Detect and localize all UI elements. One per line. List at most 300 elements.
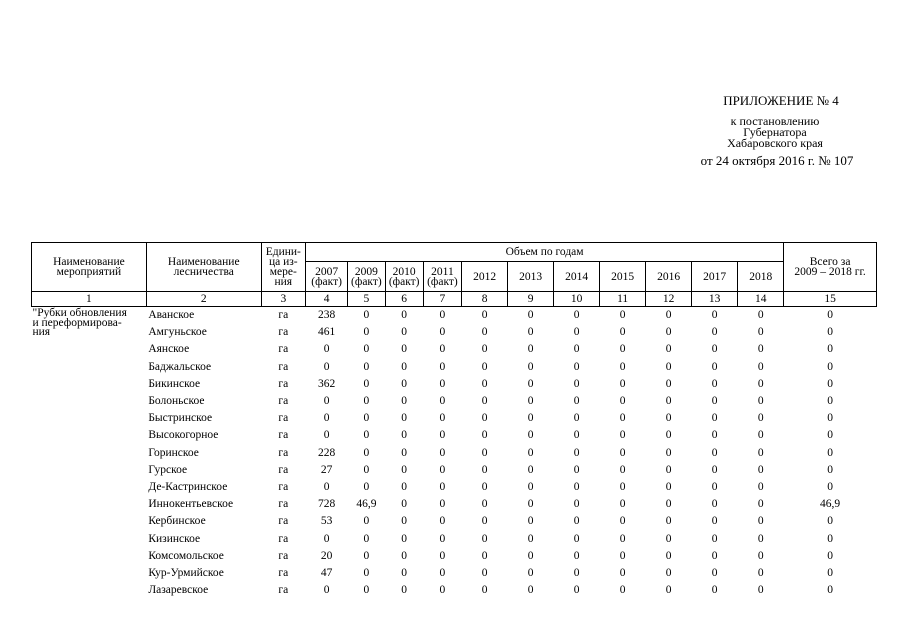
unit-cell: га — [278, 326, 289, 339]
forestry-name-cell: Иннокентьевское — [148, 498, 234, 511]
total-cell: 0 — [827, 584, 833, 597]
year-value-cell: 0 — [573, 343, 580, 356]
year-value-cell: 0 — [757, 326, 764, 339]
year-value-cell: 0 — [363, 429, 370, 442]
year-value-cell: 0 — [439, 429, 446, 442]
measure-name-line: ния — [32, 326, 51, 338]
year-value-cell: 0 — [439, 498, 446, 511]
year-value-cell: 0 — [481, 566, 488, 579]
measure-name-line: "Рубки обновления — [32, 307, 127, 319]
table-row — [32, 410, 877, 427]
forestry-name-cell: Кур-Урмийское — [148, 566, 224, 579]
year-value-cell: 0 — [757, 343, 764, 356]
header-year-line: 2011 — [431, 265, 454, 278]
total-cell: 0 — [827, 463, 833, 476]
header-measure-line: Наименование — [53, 256, 125, 268]
unit-cell: га — [278, 309, 289, 322]
total-cell: 0 — [827, 377, 833, 390]
forestry-name-cell: Аванское — [148, 309, 195, 322]
table-row — [32, 565, 877, 582]
table-row — [32, 513, 877, 530]
column-number: 2 — [146, 292, 261, 307]
header-year-line: 2009 — [354, 265, 378, 278]
unit-cell: га — [278, 343, 289, 356]
year-value-cell: 0 — [439, 446, 446, 459]
year-value-cell: 0 — [665, 309, 672, 322]
column-number: 13 — [692, 292, 738, 307]
year-value-cell: 362 — [317, 377, 336, 390]
year-value-cell: 0 — [527, 429, 534, 442]
column-number: 10 — [554, 292, 600, 307]
header-year-line: (факт) — [351, 275, 382, 288]
year-value-cell: 0 — [363, 584, 370, 597]
year-value-cell: 0 — [573, 446, 580, 459]
year-value-cell: 0 — [363, 480, 370, 493]
year-value-cell: 0 — [757, 429, 764, 442]
unit-cell: га — [278, 395, 289, 408]
year-value-cell: 0 — [481, 395, 488, 408]
year-value-cell: 0 — [401, 532, 408, 545]
total-cell: 0 — [827, 429, 833, 442]
year-value-cell: 0 — [401, 498, 408, 511]
forestry-name-cell: Комсомольское — [148, 549, 224, 562]
year-value-cell: 228 — [317, 446, 336, 459]
header-volume-group: Объем по годам — [305, 243, 783, 262]
forestry-name-cell: Гурское — [148, 463, 188, 476]
forestry-name-cell: Кизинское — [148, 532, 201, 545]
total-cell: 0 — [827, 549, 833, 562]
year-value-cell: 0 — [757, 498, 764, 511]
year-value-cell: 0 — [665, 498, 672, 511]
year-value-cell: 0 — [527, 412, 534, 425]
header-year-line: 2014 — [565, 270, 589, 283]
appendix-title: ПРИЛОЖЕНИЕ № 4 — [723, 93, 839, 108]
year-value-cell: 0 — [757, 446, 764, 459]
year-value-cell: 0 — [481, 498, 488, 511]
year-value-cell: 0 — [481, 463, 488, 476]
year-value-cell: 27 — [320, 463, 333, 476]
year-value-cell: 0 — [711, 377, 718, 390]
column-number: 4 — [305, 292, 347, 307]
year-value-cell: 0 — [527, 498, 534, 511]
year-value-cell: 0 — [527, 566, 534, 579]
unit-cell: га — [278, 446, 289, 459]
year-value-cell: 0 — [527, 515, 534, 528]
year-value-cell: 0 — [757, 412, 764, 425]
year-value-cell: 0 — [481, 429, 488, 442]
table-row — [32, 341, 877, 358]
year-value-cell: 0 — [711, 429, 718, 442]
year-value-cell: 0 — [573, 463, 580, 476]
year-value-cell: 0 — [439, 377, 446, 390]
forestry-name-cell: Болоньское — [148, 395, 205, 408]
table-row — [32, 445, 877, 462]
total-cell: 0 — [827, 515, 833, 528]
header-year-line: 2017 — [703, 270, 727, 283]
column-number: 7 — [423, 292, 461, 307]
year-value-cell: 0 — [527, 463, 534, 476]
year-value-cell: 0 — [401, 480, 408, 493]
year-value-cell: 0 — [619, 584, 626, 597]
year-value-cell: 0 — [757, 480, 764, 493]
forestry-name-cell: Горинское — [148, 446, 199, 459]
year-value-cell: 0 — [619, 343, 626, 356]
total-cell: 0 — [827, 343, 833, 356]
header-year-line: 2013 — [519, 270, 543, 283]
year-value-cell: 0 — [527, 360, 534, 373]
year-value-cell: 0 — [323, 584, 330, 597]
year-value-cell: 0 — [401, 446, 408, 459]
year-value-cell: 0 — [757, 309, 764, 322]
unit-cell: га — [278, 429, 289, 442]
year-value-cell: 0 — [619, 326, 626, 339]
column-number: 1 — [32, 292, 147, 307]
year-value-cell: 0 — [439, 515, 446, 528]
forestry-name-cell: Кербинское — [148, 515, 206, 528]
year-value-cell: 0 — [619, 498, 626, 511]
table-row — [32, 530, 877, 547]
year-value-cell: 728 — [317, 498, 336, 511]
table-row — [32, 496, 877, 513]
year-value-cell: 0 — [573, 377, 580, 390]
year-value-cell: 0 — [323, 429, 330, 442]
year-value-cell: 0 — [323, 395, 330, 408]
forestry-name-cell: Лазаревское — [148, 584, 209, 597]
unit-cell: га — [278, 498, 289, 511]
year-value-cell: 0 — [711, 532, 718, 545]
year-value-cell: 0 — [573, 429, 580, 442]
year-value-cell: 0 — [439, 395, 446, 408]
year-value-cell: 0 — [439, 584, 446, 597]
year-value-cell: 0 — [573, 326, 580, 339]
total-cell: 0 — [827, 395, 833, 408]
header-forestry-line: лесничества — [173, 266, 234, 278]
table-row — [32, 324, 877, 341]
appendix-header — [650, 93, 900, 168]
column-number: 6 — [385, 292, 423, 307]
year-value-cell: 0 — [665, 446, 672, 459]
year-value-cell: 0 — [757, 377, 764, 390]
forestry-volume-table — [31, 242, 877, 599]
header-year-line: 2010 — [392, 265, 416, 278]
unit-cell: га — [278, 549, 289, 562]
year-value-cell: 0 — [711, 584, 718, 597]
header-year — [423, 262, 461, 292]
year-value-cell: 0 — [757, 549, 764, 562]
measure-name-cell — [32, 307, 147, 600]
header-year-line: (факт) — [311, 275, 342, 288]
year-value-cell: 0 — [363, 412, 370, 425]
header-unit-line: ния — [274, 276, 293, 288]
year-value-cell: 0 — [401, 584, 408, 597]
year-value-cell: 0 — [401, 412, 408, 425]
year-value-cell: 0 — [401, 515, 408, 528]
year-value-cell: 0 — [527, 549, 534, 562]
year-value-cell: 0 — [527, 395, 534, 408]
year-value-cell: 0 — [363, 343, 370, 356]
year-value-cell: 0 — [401, 549, 408, 562]
year-value-cell: 0 — [757, 584, 764, 597]
year-value-cell: 0 — [439, 532, 446, 545]
year-value-cell: 0 — [665, 549, 672, 562]
year-value-cell: 0 — [619, 377, 626, 390]
header-year — [385, 262, 423, 292]
year-value-cell: 0 — [363, 566, 370, 579]
year-value-cell: 0 — [619, 566, 626, 579]
year-value-cell: 20 — [320, 549, 333, 562]
year-value-cell: 0 — [527, 326, 534, 339]
year-value-cell: 0 — [619, 446, 626, 459]
year-value-cell: 0 — [619, 549, 626, 562]
year-value-cell: 0 — [665, 360, 672, 373]
year-value-cell: 0 — [439, 463, 446, 476]
year-value-cell: 0 — [323, 343, 330, 356]
year-value-cell: 0 — [481, 412, 488, 425]
column-number: 5 — [348, 292, 385, 307]
year-value-cell: 0 — [711, 566, 718, 579]
year-value-cell: 0 — [757, 360, 764, 373]
year-value-cell: 0 — [439, 549, 446, 562]
year-value-cell: 0 — [401, 377, 408, 390]
year-value-cell: 0 — [401, 309, 408, 322]
year-value-cell: 0 — [573, 395, 580, 408]
header-unit — [261, 243, 305, 292]
total-cell: 0 — [827, 480, 833, 493]
header-year — [348, 262, 385, 292]
total-cell: 46,9 — [820, 498, 841, 511]
year-value-cell: 0 — [323, 412, 330, 425]
header-forestry — [146, 243, 261, 292]
table-row — [32, 479, 877, 496]
year-value-cell: 0 — [665, 377, 672, 390]
year-value-cell: 0 — [573, 360, 580, 373]
year-value-cell: 0 — [573, 309, 580, 322]
year-value-cell: 0 — [401, 463, 408, 476]
unit-cell: га — [278, 412, 289, 425]
header-year-line: 2018 — [749, 270, 773, 283]
total-cell: 0 — [827, 412, 833, 425]
year-value-cell: 0 — [363, 446, 370, 459]
header-unit-line: мере- — [269, 266, 297, 278]
unit-cell: га — [278, 584, 289, 597]
year-value-cell: 0 — [711, 498, 718, 511]
header-unit-line: ца из- — [268, 256, 298, 268]
year-value-cell: 0 — [711, 326, 718, 339]
year-value-cell: 0 — [439, 326, 446, 339]
year-value-cell: 0 — [363, 360, 370, 373]
year-value-cell: 0 — [481, 515, 488, 528]
year-value-cell: 0 — [363, 532, 370, 545]
unit-cell: га — [278, 532, 289, 545]
column-number: 15 — [784, 292, 877, 307]
year-value-cell: 0 — [401, 566, 408, 579]
year-value-cell: 0 — [573, 566, 580, 579]
unit-cell: га — [278, 480, 289, 493]
year-value-cell: 0 — [363, 377, 370, 390]
table-row — [32, 548, 877, 565]
year-value-cell: 0 — [439, 412, 446, 425]
appendix-line-3: Хабаровского края — [727, 136, 823, 150]
year-value-cell: 0 — [527, 377, 534, 390]
year-value-cell: 0 — [619, 412, 626, 425]
year-value-cell: 0 — [481, 360, 488, 373]
header-total — [784, 243, 877, 292]
year-value-cell: 0 — [527, 446, 534, 459]
year-value-cell: 0 — [619, 309, 626, 322]
forestry-name-cell: Высокогорное — [148, 429, 219, 442]
header-year-line: (факт) — [388, 275, 420, 288]
appendix-date: от 24 октября 2016 г. № 107 — [700, 153, 854, 168]
header-forestry-line: Наименование — [167, 256, 240, 268]
year-value-cell: 0 — [665, 412, 672, 425]
year-value-cell: 0 — [711, 412, 718, 425]
header-year — [738, 262, 784, 292]
year-value-cell: 0 — [711, 309, 718, 322]
year-value-cell: 0 — [363, 515, 370, 528]
header-total-line: 2009 – 2018 гг. — [794, 266, 866, 278]
year-value-cell: 0 — [323, 480, 330, 493]
year-value-cell: 53 — [320, 515, 333, 528]
year-value-cell: 0 — [527, 480, 534, 493]
year-value-cell: 0 — [665, 480, 672, 493]
year-value-cell: 0 — [363, 549, 370, 562]
year-value-cell: 0 — [439, 360, 446, 373]
year-value-cell: 0 — [439, 309, 446, 322]
total-cell: 0 — [827, 532, 833, 545]
column-number: 11 — [600, 292, 646, 307]
table-row — [32, 307, 877, 325]
header-year — [462, 262, 508, 292]
header-year — [646, 262, 692, 292]
year-value-cell: 0 — [757, 532, 764, 545]
header-year — [692, 262, 738, 292]
year-value-cell: 0 — [619, 360, 626, 373]
year-value-cell: 0 — [363, 463, 370, 476]
year-value-cell: 0 — [481, 377, 488, 390]
year-value-cell: 0 — [619, 463, 626, 476]
year-value-cell: 0 — [401, 326, 408, 339]
year-value-cell: 461 — [317, 326, 336, 339]
year-value-cell: 0 — [573, 412, 580, 425]
year-value-cell: 0 — [527, 584, 534, 597]
year-value-cell: 0 — [573, 584, 580, 597]
forestry-name-cell: Быстринское — [148, 412, 213, 425]
year-value-cell: 0 — [573, 532, 580, 545]
year-value-cell: 0 — [573, 480, 580, 493]
year-value-cell: 0 — [665, 515, 672, 528]
total-cell: 0 — [827, 309, 833, 322]
year-value-cell: 0 — [527, 343, 534, 356]
unit-cell: га — [278, 566, 289, 579]
year-value-cell: 0 — [401, 343, 408, 356]
year-value-cell: 0 — [711, 395, 718, 408]
appendix-line-1: к постановлению — [730, 114, 820, 128]
header-year — [600, 262, 646, 292]
year-value-cell: 0 — [323, 532, 330, 545]
header-year-line: 2012 — [473, 270, 497, 283]
column-number: 3 — [261, 292, 305, 307]
year-value-cell: 0 — [711, 446, 718, 459]
table-row — [32, 462, 877, 479]
table-row — [32, 376, 877, 393]
year-value-cell: 0 — [711, 343, 718, 356]
year-value-cell: 0 — [481, 309, 488, 322]
year-value-cell: 0 — [363, 326, 370, 339]
year-value-cell: 0 — [757, 515, 764, 528]
year-value-cell: 46,9 — [356, 498, 377, 511]
year-value-cell: 47 — [320, 566, 333, 579]
measure-name-line: и переформирова- — [32, 316, 122, 329]
year-value-cell: 0 — [481, 480, 488, 493]
table-row — [32, 359, 877, 376]
year-value-cell: 0 — [757, 395, 764, 408]
year-value-cell: 0 — [527, 309, 534, 322]
header-year-line: 2007 — [315, 265, 339, 278]
year-value-cell: 0 — [757, 566, 764, 579]
forestry-name-cell: Бикинское — [148, 377, 201, 390]
total-cell: 0 — [827, 566, 833, 579]
year-value-cell: 0 — [619, 395, 626, 408]
year-value-cell: 0 — [481, 532, 488, 545]
total-cell: 0 — [827, 360, 833, 373]
year-value-cell: 238 — [317, 309, 336, 322]
header-year-line: 2016 — [657, 270, 681, 283]
year-value-cell: 0 — [619, 532, 626, 545]
table-row — [32, 427, 877, 444]
total-cell: 0 — [827, 446, 833, 459]
year-value-cell: 0 — [363, 309, 370, 322]
year-value-cell: 0 — [527, 532, 534, 545]
header-year-line: (факт) — [427, 275, 458, 288]
year-value-cell: 0 — [401, 429, 408, 442]
column-number: 8 — [462, 292, 508, 307]
year-value-cell: 0 — [711, 480, 718, 493]
total-cell: 0 — [827, 326, 833, 339]
year-value-cell: 0 — [619, 480, 626, 493]
header-year-line: 2015 — [611, 270, 635, 283]
year-value-cell: 0 — [439, 566, 446, 579]
year-value-cell: 0 — [619, 429, 626, 442]
year-value-cell: 0 — [363, 395, 370, 408]
year-value-cell: 0 — [711, 515, 718, 528]
column-number: 9 — [508, 292, 554, 307]
year-value-cell: 0 — [711, 360, 718, 373]
year-value-cell: 0 — [481, 549, 488, 562]
column-number: 14 — [738, 292, 784, 307]
unit-cell: га — [278, 377, 289, 390]
year-value-cell: 0 — [665, 343, 672, 356]
year-value-cell: 0 — [573, 498, 580, 511]
year-value-cell: 0 — [665, 566, 672, 579]
forestry-name-cell: Де-Кастринское — [148, 480, 228, 493]
column-number: 12 — [646, 292, 692, 307]
year-value-cell: 0 — [401, 360, 408, 373]
year-value-cell: 0 — [481, 584, 488, 597]
header-year — [305, 262, 347, 292]
year-value-cell: 0 — [323, 360, 330, 373]
year-value-cell: 0 — [439, 343, 446, 356]
year-value-cell: 0 — [757, 463, 764, 476]
year-value-cell: 0 — [665, 429, 672, 442]
table-row — [32, 582, 877, 599]
year-value-cell: 0 — [665, 463, 672, 476]
year-value-cell: 0 — [619, 515, 626, 528]
year-value-cell: 0 — [665, 395, 672, 408]
year-value-cell: 0 — [665, 584, 672, 597]
forestry-name-cell: Аянское — [148, 343, 190, 356]
year-value-cell: 0 — [665, 326, 672, 339]
unit-cell: га — [278, 360, 289, 373]
